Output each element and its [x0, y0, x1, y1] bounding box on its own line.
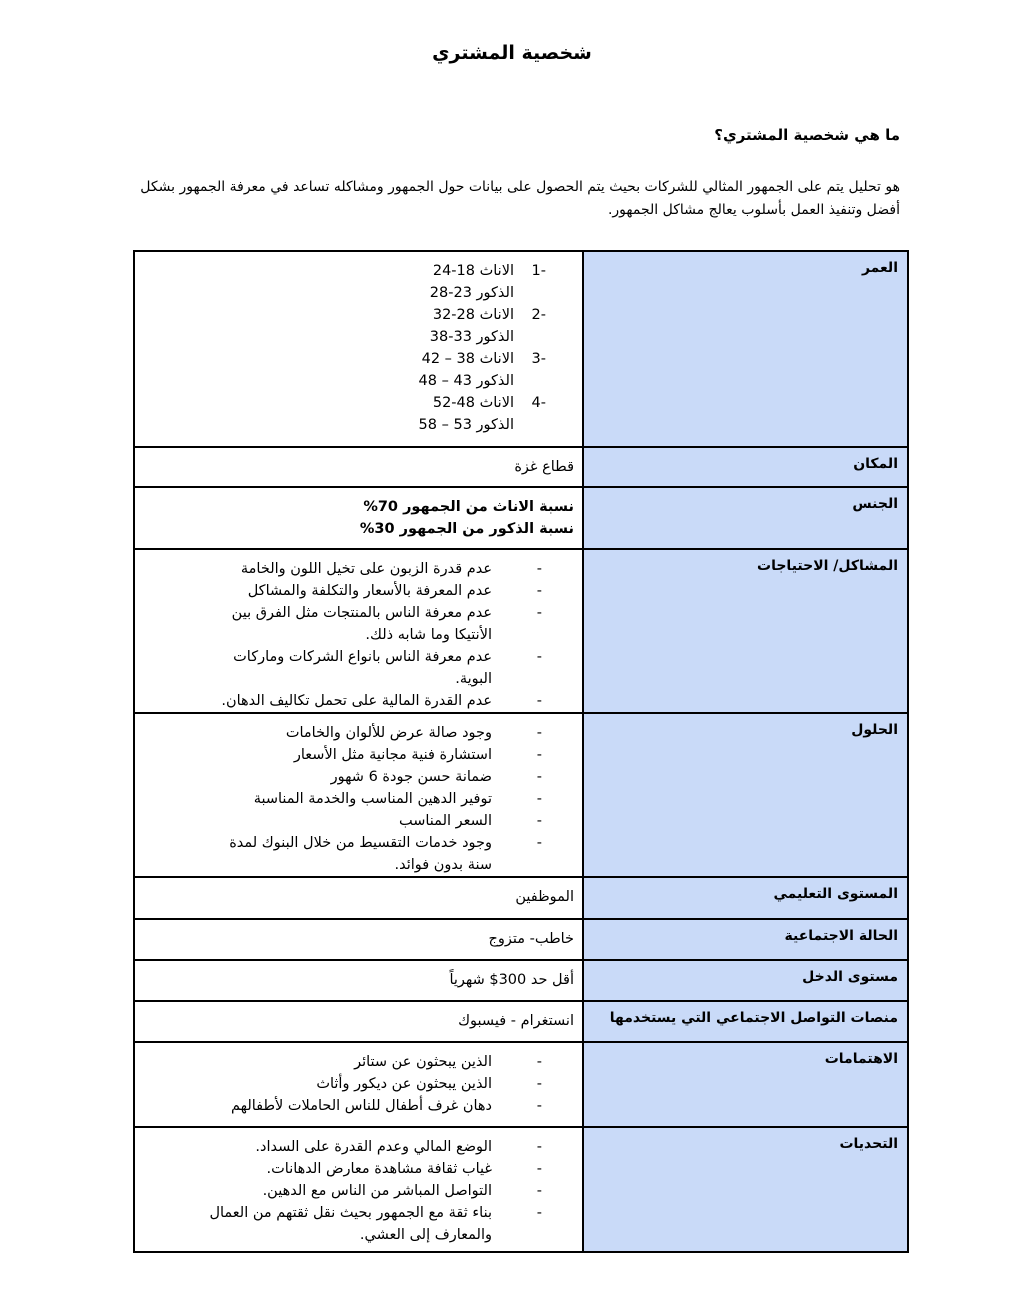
solution-text: توفير الدهين المناسب والخدمة المناسبة	[253, 791, 492, 807]
label-challenges: التحديات	[583, 1127, 908, 1252]
age-range: الذكور 33-38	[429, 329, 514, 345]
list-item	[143, 602, 574, 646]
list-number: -1	[531, 263, 546, 279]
bullet-dash: -	[536, 605, 542, 621]
bullet-dash: -	[536, 1205, 542, 1221]
row-problems	[134, 549, 908, 713]
problems-list	[143, 558, 574, 712]
bullet-dash: -	[536, 561, 542, 577]
page-title: شخصية المشتري	[432, 42, 592, 64]
value-place: قطاع غزة	[134, 447, 583, 487]
value-interests	[134, 1042, 583, 1127]
age-list	[143, 260, 574, 436]
label-income: مستوى الدخل	[583, 960, 908, 1001]
bullet-dash: -	[536, 813, 542, 829]
row-social	[134, 1001, 908, 1042]
age-item	[143, 414, 574, 436]
row-solutions	[134, 713, 908, 877]
value-challenges	[134, 1127, 583, 1252]
row-age	[134, 251, 908, 447]
list-item	[143, 1136, 574, 1158]
solution-text: وجود صالة عرض للألوان والخامات	[285, 725, 492, 741]
label-solutions: الحلول	[583, 713, 908, 877]
list-item	[143, 1073, 574, 1095]
challenge-text: الوضع المالي وعدم القدرة على السداد.	[255, 1139, 492, 1155]
bullet-dash: -	[536, 747, 542, 763]
label-marital: الحالة الاجتماعية	[583, 919, 908, 960]
solution-text: وجود خدمات التقسيط من خلال البنوك لمدة سنة بدون فوائد.	[229, 835, 492, 873]
list-item	[143, 832, 574, 876]
bullet-dash: -	[536, 583, 542, 599]
bullet-dash: -	[536, 1139, 542, 1155]
age-item	[143, 326, 574, 348]
list-item	[143, 1180, 574, 1202]
problem-text: عدم معرفة الناس بالمنتجات مثل الفرق بين الأنتيكا وما شابه ذلك.	[231, 605, 492, 643]
bullet-dash: -	[536, 1183, 542, 1199]
list-item	[143, 1051, 574, 1073]
solution-text: السعر المناسب	[399, 813, 492, 829]
list-item	[143, 1158, 574, 1180]
value-gender	[134, 487, 583, 549]
value-solutions	[134, 713, 583, 877]
list-item	[143, 1095, 574, 1117]
list-item	[143, 788, 574, 810]
age-range: الذكور 53 – 58	[418, 417, 514, 433]
age-range: الذكور 23-28	[429, 285, 514, 301]
challenge-text: التواصل المباشر من الناس مع الدهين.	[262, 1183, 492, 1199]
age-item	[143, 260, 574, 282]
bullet-dash: -	[536, 725, 542, 741]
age-item	[143, 348, 574, 370]
list-item	[143, 1202, 574, 1246]
age-item	[143, 304, 574, 326]
list-item	[143, 722, 574, 744]
bullet-dash: -	[536, 1054, 542, 1070]
female-ratio: نسبة الاناث من الجمهور 70%	[363, 499, 574, 515]
bullet-dash: -	[536, 1098, 542, 1114]
value-income: أقل حد 300$ شهرياً	[134, 960, 583, 1001]
list-item	[143, 744, 574, 766]
problem-text: عدم معرفة الناس بانواع الشركات وماركات البوية.	[233, 649, 492, 687]
age-item	[143, 392, 574, 414]
interest-text: دهان غرف أطفال للناس الحاملات لأطفالهم	[230, 1098, 492, 1114]
age-range: الاناث 18-24	[432, 263, 514, 279]
bullet-dash: -	[536, 769, 542, 785]
list-number: -2	[531, 307, 546, 323]
challenge-text: بناء ثقة مع الجمهور بحيث نقل ثقتهم من العمال والمعارف إلى العشي.	[209, 1205, 492, 1243]
list-item	[143, 646, 574, 690]
value-education: الموظفين	[134, 877, 583, 919]
list-item	[143, 580, 574, 602]
solutions-list	[143, 722, 574, 876]
label-age: العمر	[583, 251, 908, 447]
persona-table	[133, 250, 909, 1253]
age-range: الاناث 28-32	[432, 307, 514, 323]
value-problems	[134, 549, 583, 713]
list-item	[143, 690, 574, 712]
bullet-dash: -	[536, 1076, 542, 1092]
solution-text: استشارة فنية مجانية مثل الأسعار	[293, 747, 492, 763]
section-heading: ما هي شخصية المشتري؟	[714, 126, 900, 144]
label-gender: الجنس	[583, 487, 908, 549]
age-item	[143, 282, 574, 304]
age-item	[143, 370, 574, 392]
value-social: انستغرام - فيسبوك	[134, 1001, 583, 1042]
list-item	[143, 766, 574, 788]
label-place: المكان	[583, 447, 908, 487]
challenge-text: غياب ثقافة مشاهدة معارض الدهانات.	[266, 1161, 492, 1177]
challenges-list	[143, 1136, 574, 1246]
male-ratio: نسبة الذكور من الجمهور 30%	[359, 521, 574, 537]
label-interests: الاهتمامات	[583, 1042, 908, 1127]
row-place	[134, 447, 908, 487]
list-number: -3	[531, 351, 546, 367]
interest-text: الذين يبحثون عن ستائر	[354, 1054, 492, 1070]
row-income	[134, 960, 908, 1001]
problem-text: عدم المعرفة بالأسعار والتكلفة والمشاكل	[247, 583, 492, 599]
bullet-dash: -	[536, 791, 542, 807]
row-gender	[134, 487, 908, 549]
row-education	[134, 877, 908, 919]
age-range: الاناث 48-52	[432, 395, 514, 411]
bullet-dash: -	[536, 693, 542, 709]
value-age	[134, 251, 583, 447]
label-problems: المشاكل/ الاحتياجات	[583, 549, 908, 713]
bullet-dash: -	[536, 835, 542, 851]
age-range: الذكور 43 – 48	[418, 373, 514, 389]
age-range: الاناث 38 – 42	[421, 351, 514, 367]
list-item	[143, 810, 574, 832]
label-social: منصات التواصل الاجتماعي التي يستخدمها	[583, 1001, 908, 1042]
interest-text: الذين يبحثون عن ديكور وأثاث	[316, 1076, 492, 1092]
value-marital: خاطب- متزوج	[134, 919, 583, 960]
solution-text: ضمانة حسن جودة 6 شهور	[330, 769, 492, 785]
row-challenges	[134, 1127, 908, 1252]
interests-list	[143, 1051, 574, 1117]
problem-text: عدم القدرة المالية على تحمل تكاليف الدهان.	[221, 693, 492, 709]
row-interests	[134, 1042, 908, 1127]
bullet-dash: -	[536, 649, 542, 665]
label-education: المستوى التعليمي	[583, 877, 908, 919]
list-item	[143, 558, 574, 580]
intro-paragraph: هو تحليل يتم على الجمهور المثالي للشركات بحيث يتم الحصول على بيانات حول الجمهور ومشاكله تساعد في معرفة الجمهور بشكل أفضل وتنفيذ العمل بأسلوب يعالج مشاكل الجمهور.	[140, 179, 900, 218]
bullet-dash: -	[536, 1161, 542, 1177]
problem-text: عدم قدرة الزبون على تخيل اللون والخامة	[240, 561, 492, 577]
list-number: -4	[531, 395, 546, 411]
row-marital	[134, 919, 908, 960]
